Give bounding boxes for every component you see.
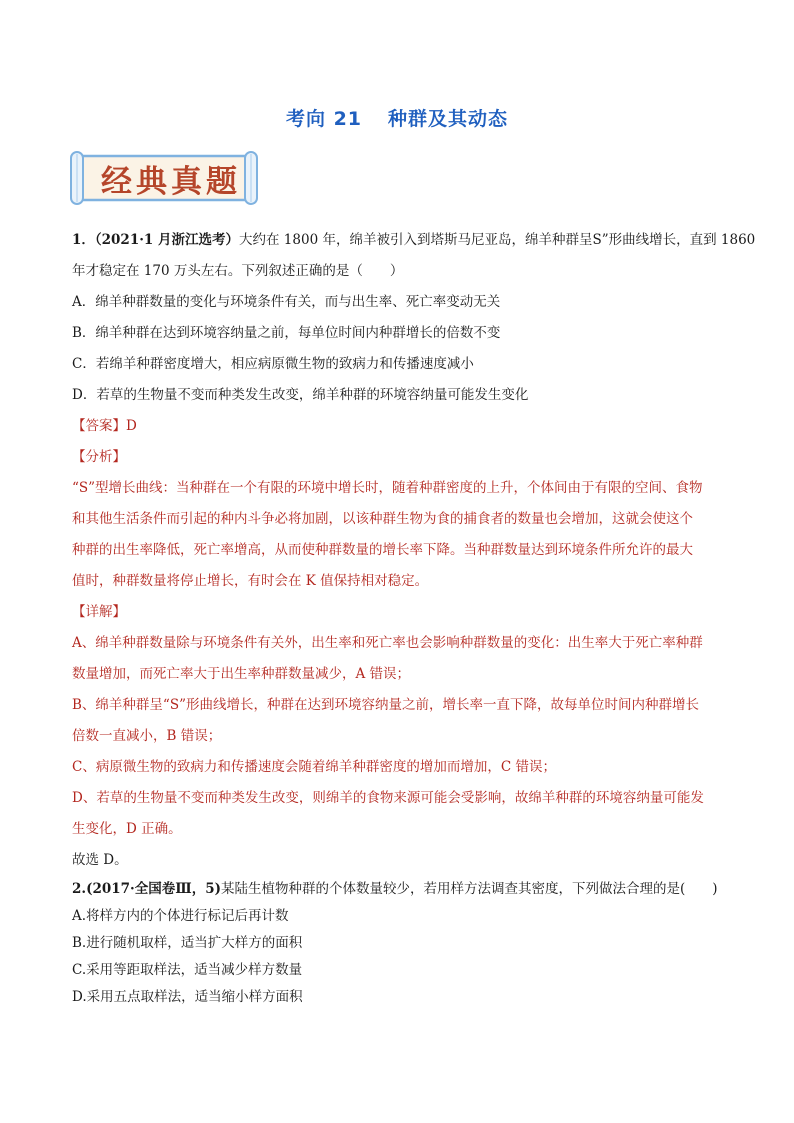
detail-label: 【详解】 bbox=[72, 604, 126, 620]
title-topic-number: 考向 21 bbox=[285, 108, 363, 130]
analysis-label: 【分析】 bbox=[72, 449, 126, 465]
detail-line-2: 数量增加，而死亡率大于出生率种群数量减少，A 错误； bbox=[72, 666, 411, 682]
q2-option-d: D.采用五点取样法，适当缩小样方面积 bbox=[72, 989, 303, 1005]
section-banner bbox=[68, 150, 258, 208]
q1-option-c: C．若绵羊种群密度增大，相应病原微生物的致病力和传播速度减小 bbox=[72, 356, 474, 372]
detail-line-4: 倍数一直减小，B 错误； bbox=[72, 728, 222, 744]
answer-label: 【答案】 bbox=[72, 418, 126, 434]
detail-line-3: B、绵羊种群呈“S”形曲线增长，种群在达到环境容纳量之前，增长率一直下降，故每单位时间内种群增长 bbox=[72, 697, 699, 713]
q1-stem-line-2: 年才稳定在 170 万头左右。下列叙述正确的是（ ） bbox=[72, 263, 404, 279]
q1-source: 1．（2021·1 月浙江选考） bbox=[72, 232, 240, 248]
analysis-line-4: 值时，种群数量将停止增长，有时会在 K 值保持相对稳定。 bbox=[72, 573, 429, 589]
q1-option-d: D．若草的生物量不变而种类发生改变，绵羊种群的环境容纳量可能发生变化 bbox=[72, 387, 529, 403]
q1-stem-line-1 bbox=[72, 225, 756, 256]
q2-option-c: C.采用等距取样法，适当减少样方数量 bbox=[72, 962, 303, 978]
page-title bbox=[0, 104, 794, 131]
q1-stem-a: 大约在 1800 年，绵羊被引入到塔斯马尼亚岛，绵羊种群呈S”形曲线增长，直到 1860 bbox=[239, 232, 756, 248]
banner-title: 经典真题 bbox=[101, 163, 241, 200]
analysis-line-3: 种群的出生率降低，死亡率增高，从而使种群数量的增长率下降。当种群数量达到环境条件所允许的最大 bbox=[72, 542, 693, 558]
conclusion: 故选 D。 bbox=[72, 852, 128, 868]
detail-line-7: 生变化，D 正确。 bbox=[72, 821, 182, 837]
q1-option-b: B．绵羊种群在达到环境容纳量之前，每单位时间内种群增长的倍数不变 bbox=[72, 325, 501, 341]
q2-stem bbox=[72, 876, 722, 903]
analysis-line-1: “S”型增长曲线：当种群在一个有限的环境中增长时，随着种群密度的上升，个体间由于有限的空间、食物 bbox=[72, 480, 703, 496]
title-topic-name: 种群及其动态 bbox=[388, 108, 509, 130]
q2-stem-text: 某陆生植物种群的个体数量较少，若用样方法调查其密度，下列做法合理的是( ) bbox=[220, 881, 718, 897]
analysis-line-2: 和其他生活条件而引起的种内斗争必将加剧，以该种群生物为食的捕食者的数量也会增加，这就会使这个 bbox=[72, 511, 693, 527]
document-body bbox=[72, 225, 756, 1011]
q2-source: 2.(2017·全国卷Ⅲ，5) bbox=[72, 881, 221, 897]
q1-option-a: A．绵羊种群数量的变化与环境条件有关，而与出生率、死亡率变动无关 bbox=[72, 294, 501, 310]
q2-option-b: B.进行随机取样，适当扩大样方的面积 bbox=[72, 935, 303, 951]
detail-line-1: A、绵羊种群数量除与环境条件有关外，出生率和死亡率也会影响种群数量的变化：出生率大于死亡率种群 bbox=[72, 635, 703, 651]
detail-line-5: C、病原微生物的致病力和传播速度会随着绵羊种群密度的增加而增加，C 错误； bbox=[72, 759, 556, 775]
answer-value: D bbox=[126, 418, 137, 434]
q1-answer bbox=[72, 411, 722, 442]
q2-option-a: A.将样方内的个体进行标记后再计数 bbox=[72, 908, 289, 924]
detail-line-6: D、若草的生物量不变而种类发生改变，则绵羊的食物来源可能会受影响，故绵羊种群的环境容纳量可能发 bbox=[72, 790, 704, 806]
